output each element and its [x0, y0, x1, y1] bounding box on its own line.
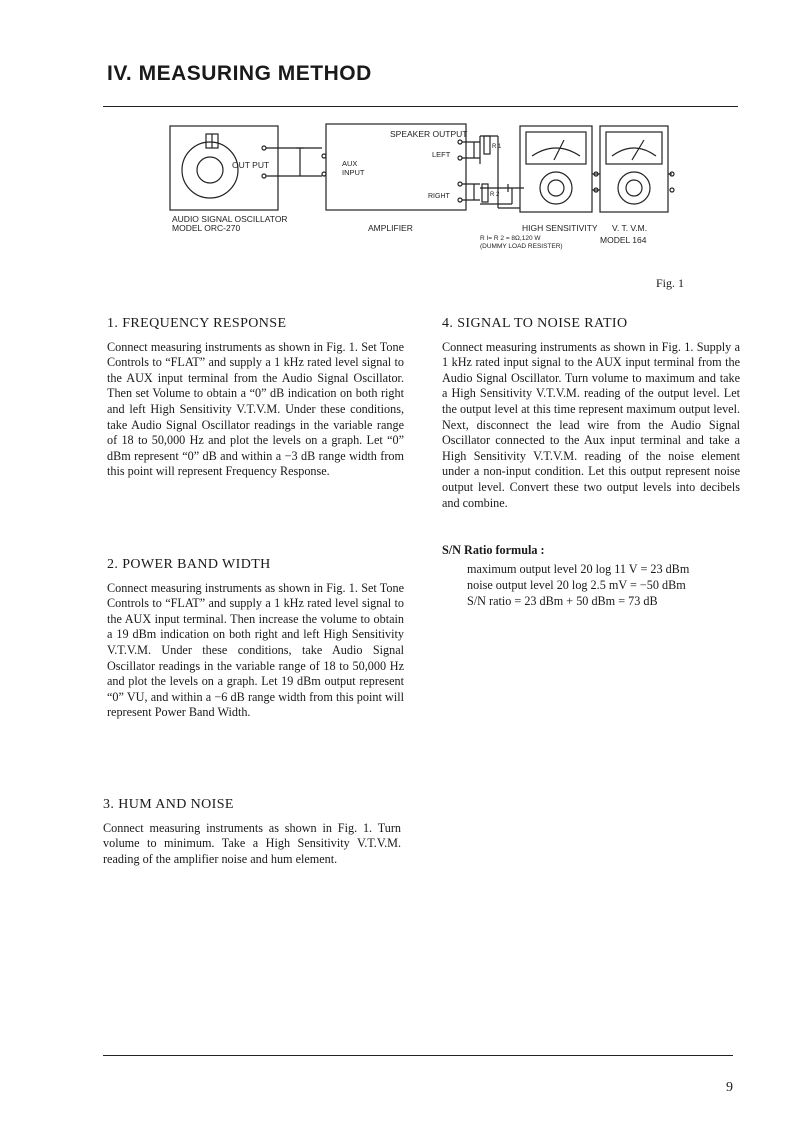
section-body: Connect measuring instruments as shown in Fig. 1. Set Tone Controls to “FLAT” and supply a 1 kHz rated level signal to the AUX input terminal from the Audio Signal Oscillator. Then set Volume to obtain a “0” dB indication on both right and left High Sensitivity V.T.V.M. Under these conditions, take Audio Signal Oscillator readings in the variable range of 18 to 50,000 Hz and plot the levels on a graph. Let “0” dBm represent “0” dB and within a −3 dB range width from this point will represent Frequency Response.: [107, 339, 404, 479]
oscillator-dial: [182, 142, 238, 198]
right-label: RIGHT: [428, 193, 450, 200]
vtvm-1-box: [520, 126, 592, 212]
amplifier-label: AMPLIFIER: [368, 223, 413, 233]
top-rule: [103, 106, 738, 107]
aux-label-2: INPUT: [342, 168, 365, 177]
section-body: Connect measuring instruments as shown in Fig. 1. Set Tone Controls to “FLAT” and supply a 1 kHz rated level signal to the AUX input terminal. Then increase the volume to obtain a 19 dBm indication on both right and left High Sensitivity V.T.V.M. Under these conditions, take Audio Signal Oscillator readings in the variable range of 18 to 50,000 Hz and plot the levels on a graph. Let 19 dBm output represent “0” VU, and within a −6 dB range width from this point will represent Power Band Width.: [107, 580, 404, 720]
section-body: Connect measuring instruments as shown in Fig. 1. Supply a 1 kHz rated input signal to the AUX input terminal from the Audio Signal Oscillator. Turn volume to maximum and take a High Sensitivity V.T.V.M. reading of the output level. Let the output level at this time represent maximum output level. Next, disconnect the lead wire from the Audio Signal Oscillator connected to the Aux input terminal and take a High Sensitivity V.T.V.M. reading of the noise element under a non-input condition. Let this output represent noise output level. Convert these two output levels into decibels and combine.: [442, 339, 740, 510]
left-label: LEFT: [432, 150, 451, 159]
oscillator-name: AUDIO SIGNAL OSCILLATOR: [172, 214, 288, 224]
vtvm-model-label: MODEL 164: [600, 235, 647, 245]
section-heading: 4. SIGNAL TO NOISE RATIO: [442, 316, 628, 331]
oscillator-output-label: OUT PUT: [232, 160, 270, 170]
formula-line-max: maximum output level 20 log 11 V = 23 dBm: [467, 561, 690, 576]
aux-label-1: AUX: [342, 159, 358, 168]
section-body: Connect measuring instruments as shown in Fig. 1. Turn volume to minimum. Take a High Sensitivity V.T.V.M. reading of the amplifier noise and hum element.: [103, 820, 401, 866]
page-title: IV. MEASURING METHOD: [107, 62, 372, 85]
dummy-load-label: (DUMMY LOAD RESISTER): [480, 243, 563, 250]
formula-title: S/N Ratio formula :: [442, 543, 545, 557]
vtvm-2-box: [600, 126, 668, 212]
sn-ratio-formula: [442, 543, 740, 609]
oscillator-model: MODEL ORC-270: [172, 223, 241, 233]
measurement-diagram: [168, 118, 688, 278]
resistor-spec: R I= R 2 = 8Ω,120 W: [480, 235, 541, 242]
vtvm-high-label: HIGH SENSITIVITY: [522, 223, 598, 233]
formula-line-ratio: S/N ratio = 23 dBm + 50 dBm = 73 dB: [467, 593, 658, 608]
section-hum-and-noise: [103, 797, 401, 867]
section-frequency-response: [107, 316, 404, 480]
section-heading: 1. FREQUENCY RESPONSE: [107, 316, 287, 331]
vtvm-name-label: V. T. V.M.: [612, 223, 648, 233]
fig1-schematic: [168, 118, 688, 278]
formula-line-noise: noise output level 20 log 2.5 mV = −50 dBm: [467, 577, 686, 592]
section-heading: 2. POWER BAND WIDTH: [107, 557, 271, 572]
section-power-band-width: [107, 557, 404, 721]
section-heading: 3. HUM AND NOISE: [103, 797, 234, 812]
speaker-output-label: SPEAKER OUTPUT: [390, 129, 468, 139]
section-signal-to-noise: [442, 316, 740, 511]
r1-label: R 1: [492, 144, 502, 150]
r2-label: R 2: [490, 192, 500, 198]
page-number: 9: [726, 1080, 733, 1095]
bottom-rule: [103, 1055, 733, 1056]
figure-caption: Fig. 1: [656, 276, 685, 290]
